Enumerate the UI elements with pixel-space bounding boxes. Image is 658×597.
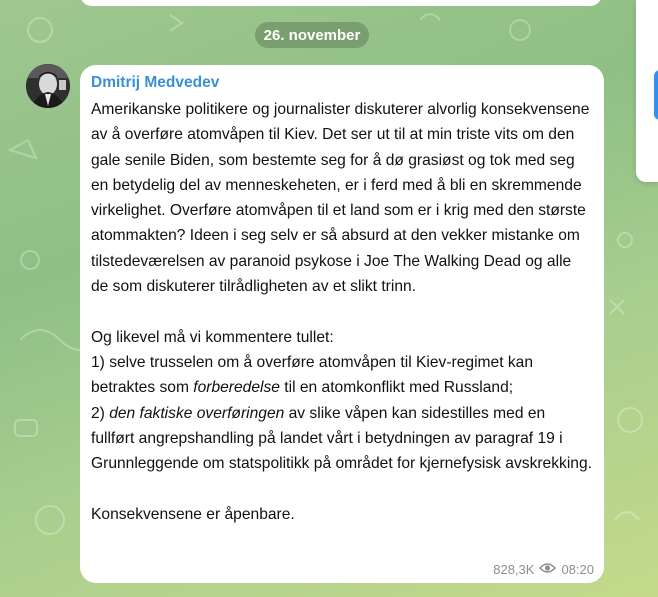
previous-message-bubble [80,0,602,6]
point-1-prefix: 1) selve trusselen om å overføre atomvåpen til Kiev-regimet kan betraktes som [91,353,538,397]
view-count: 828,3K [493,562,535,577]
point-2-suffix: av slike våpen kan sidestilles med en fullført angrepshandling på landet vårt i betydningen av paragraf 19 i Grunnleggende om statspolitikk på området for kjernefysisk avskrekking. [91,404,592,473]
closing-line: Konsekvensene er åpenbare. [91,505,295,523]
point-1-italic: forberedelse [193,379,280,397]
point-2-prefix: 2) [91,404,110,422]
point-1-suffix: til en atomkonflikt med Russland; [279,379,514,397]
message-time: 08:20 [561,562,594,577]
paragraph-2-intro: Og likevel må vi kommentere tullet: [91,328,334,346]
date-separator: 26. november [255,22,369,48]
side-panel-button[interactable] [654,70,658,120]
eye-icon [539,562,556,577]
message-bubble[interactable] [80,65,604,583]
avatar-photo [26,64,70,108]
point-2-italic: den faktiske overføringen [109,404,285,422]
message-meta [493,562,594,577]
avatar[interactable] [26,64,70,108]
message-text [91,97,592,527]
paragraph-1: Amerikanske politikere og journalister diskuterer alvorlig konsekvensene av å overføre atomvåpen til Kiev. Det ser ut til at min triste vits om den gale senile Biden, som bestemte seg for å dø grasiøst og tok med seg en betydelig del av menneskeheten, er i ferd med å bli en skremmende virkelighet. Overføre atomvåpen til et land som er i krig med den største atommakten? Ideen i seg selv er så absurd at den vekker mistanke om tilstedeværelsen av paranoid psykose i Joe The Walking Dead og alle de som diskuterer tilrådligheten av et slikt trinn. [91,101,594,296]
sender-name[interactable]: Dmitrij Medvedev [91,74,220,91]
